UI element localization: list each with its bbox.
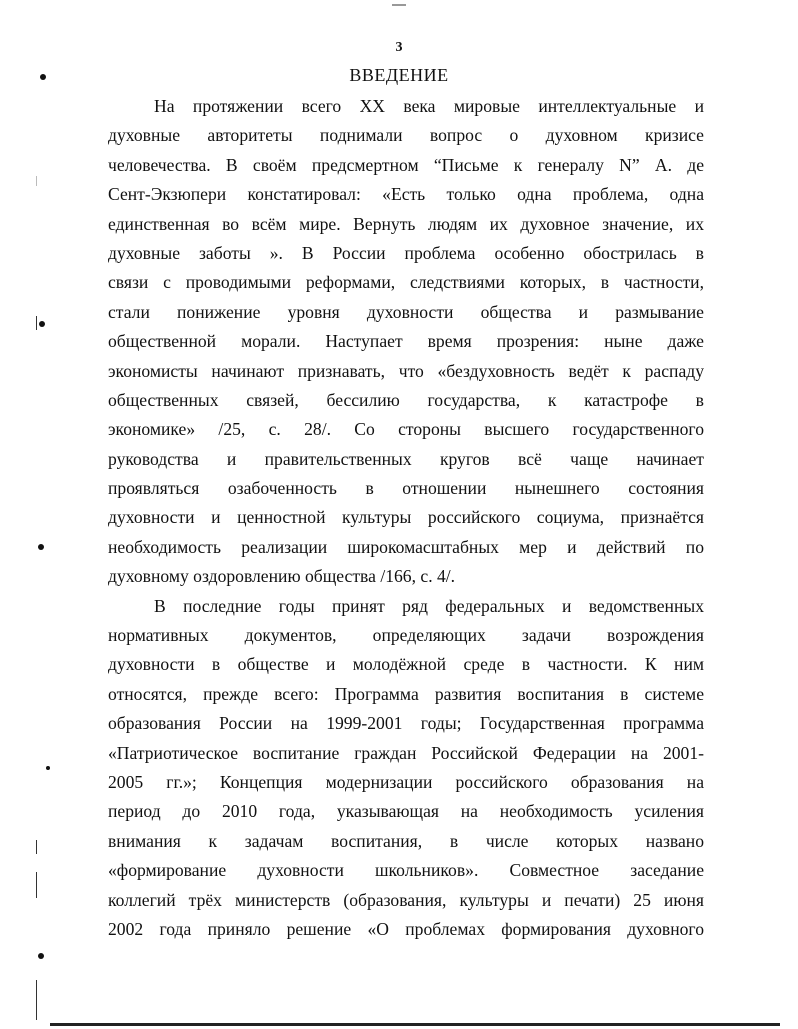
text-line: нормативных документов, определяющих задачи возрождения	[108, 625, 704, 646]
text-line: «формирование духовности школьников». Совместное заседание	[108, 860, 704, 881]
text-line: 2005 гг.»; Концепция модернизации российского образования на	[108, 771, 704, 792]
text-line: образования России на 1999-2001 годы; Государственная программа	[108, 713, 704, 734]
text-line: период до 2010 года, указывающая на необходимость усиления	[108, 801, 704, 822]
scan-artifact	[36, 872, 37, 898]
text-line: связи с проводимыми реформами, следствиями которых, в частности,	[108, 272, 704, 293]
text-line: внимания к задачам воспитания, в числе которых названо	[108, 830, 704, 851]
text-line: проявляться озабоченность в отношении нынешнего состояния	[108, 478, 704, 499]
text-line: духовному оздоровлению общества /166, с. 4/.	[108, 566, 456, 587]
text-line: 2002 года приняло решение «О проблемах формирования духовного	[108, 918, 704, 939]
text-line: общественных связей, бессилию государства, к катастрофе в	[108, 389, 704, 410]
text-line: руководства и правительственных кругов всё чаще начинает	[108, 448, 704, 469]
text-line: На протяжении всего ХХ века мировые интеллектуальные и	[154, 96, 704, 116]
page-title: ВВЕДЕНИЕ	[349, 65, 449, 85]
text-line: единственная во всём мире. Вернуть людям их духовное значение, их	[108, 213, 704, 234]
text-line: духовные заботы ». В России проблема особенно обострилась в	[108, 242, 704, 263]
page-number: 3	[395, 40, 403, 55]
scan-artifact	[36, 980, 37, 1020]
text-line: необходимость реализации широкомасштабных мер и действий по	[108, 536, 704, 557]
text-line: относятся, прежде всего: Программа развития воспитания в системе	[108, 683, 704, 704]
binder-hole-mark	[39, 321, 45, 327]
text-line: экономике» /25, с. 28/. Со стороны высшего государственного	[108, 419, 704, 440]
paragraph-1	[108, 92, 704, 592]
text-line: общественной морали. Наступает время прозрения: ныне даже	[108, 331, 704, 352]
text-line: В последние годы принят ряд федеральных и ведомственных	[154, 595, 704, 616]
scan-artifact	[36, 316, 37, 330]
binder-hole-mark	[38, 953, 44, 959]
page-bottom-edge	[50, 1023, 780, 1026]
paragraph-2	[108, 592, 704, 945]
text-line: коллегий трёх министерств (образования, культуры и печати) 25 июня	[108, 889, 704, 910]
text-line: духовности в обществе и молодёжной среде в частности. К ним	[108, 654, 704, 675]
text-line: человечества. В своём предсмертном “Письме к генералу N” А. де	[108, 154, 704, 175]
text-line: стали понижение уровня духовности общества и размывание	[108, 301, 704, 322]
binder-hole-mark	[38, 544, 44, 550]
text-line: «Патриотическое воспитание граждан Российской Федерации на 2001-	[108, 742, 704, 763]
text-line: Сент-Экзюпери констатировал: «Есть только одна проблема, одна	[108, 184, 704, 205]
scan-artifact	[36, 176, 37, 186]
body-text	[108, 92, 704, 944]
text-line: духовные авторитеты поднимали вопрос о духовном кризисе	[108, 125, 704, 146]
scan-artifact	[392, 4, 406, 6]
scan-artifact	[36, 840, 37, 854]
text-line: духовности и ценностной культуры российского социума, признаётся	[108, 507, 704, 528]
text-line: экономисты начинают признавать, что «бездуховность ведёт к распаду	[108, 360, 704, 381]
binder-hole-mark	[46, 766, 50, 770]
binder-hole-mark	[40, 74, 46, 80]
